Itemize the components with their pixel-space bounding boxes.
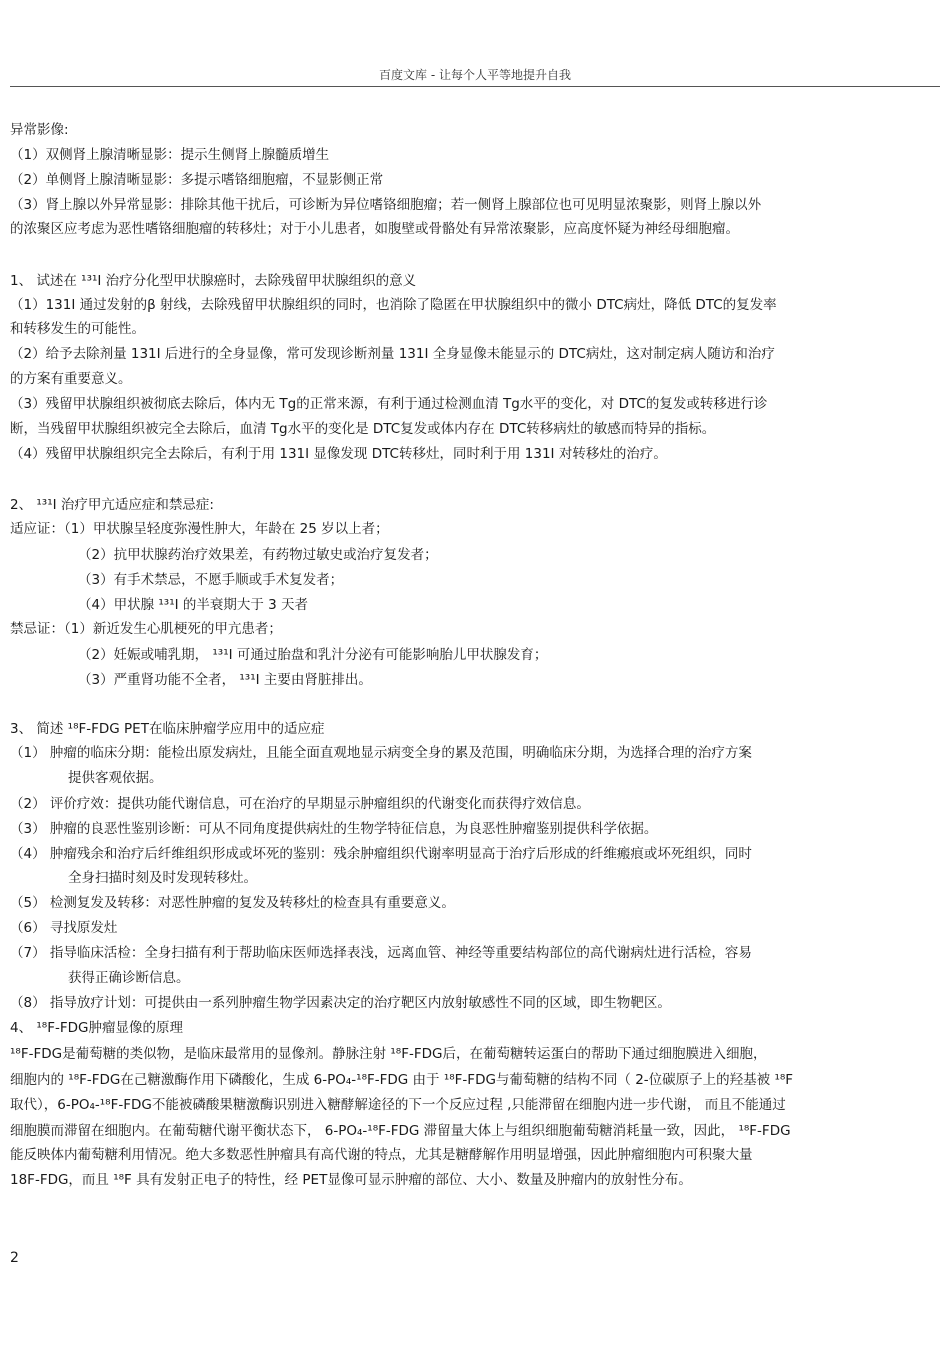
header-divider xyxy=(10,86,940,87)
text-line: （4） 肿瘤残余和治疗后纤维组织形成或坏死的鉴别：残余肿瘤组织代谢率明显高于治疗后形成的纤维瘢痕或坏死组织，同时 xyxy=(10,846,752,862)
text-line: 的方案有重要意义。 xyxy=(10,371,132,387)
text-line: （4）残留甲状腺组织完全去除后，有利于用 131I 显像发现 DTC转移灶，同时利于用 131I 对转移灶的治疗。 xyxy=(10,446,667,462)
text-line: 获得正确诊断信息。 xyxy=(68,970,190,986)
text-line: （7） 指导临床活检：全身扫描有利于帮助临床医师选择表浅，远离血管、神经等重要结构部位的高代谢病灶进行活检，容易 xyxy=(10,945,752,961)
text-line: （3）有手术禁忌，不愿手顺或手术复发者； xyxy=(78,572,344,588)
text-line: 适应证：（1）甲状腺呈轻度弥漫性肿大，年龄在 25 岁以上者； xyxy=(10,521,389,537)
text-line: （3）肾上腺以外异常显影：排除其他干扰后，可诊断为异位嗜铬细胞瘤；若一侧肾上腺部位也可见明显浓聚影，则肾上腺以外 xyxy=(10,197,762,213)
text-line: （3）残留甲状腺组织被彻底去除后，体内无 Tg的正常来源，有利于通过检测血清 Tg水平的变化，对 DTC的复发或转移进行诊 xyxy=(10,396,768,412)
text-line: 1、 试述在 ¹³¹I 治疗分化型甲状腺癌时，去除残留甲状腺组织的意义 xyxy=(10,273,417,289)
text-line: （6） 寻找原发灶 xyxy=(10,920,118,936)
text-line: 全身扫描时刻及时发现转移灶。 xyxy=(68,870,257,886)
text-line: （3） 肿瘤的良恶性鉴别诊断：可从不同角度提供病灶的生物学特征信息，为良恶性肿瘤鉴别提供科学依据。 xyxy=(10,821,658,837)
text-line: （1）131I 通过发射的β 射线，去除残留甲状腺组织的同时，也消除了隐匿在甲状腺组织中的微小 DTC病灶，降低 DTC的复发率 xyxy=(10,297,777,313)
text-line: 能反映体内葡萄糖利用情况。绝大多数恶性肿瘤具有高代谢的特点，尤其是糖酵解作用明显增强，因此肿瘤细胞内可积聚大量 xyxy=(10,1147,753,1163)
text-line: （2）单侧肾上腺清晰显影：多提示嗜铬细胞瘤，不显影侧正常 xyxy=(10,172,384,188)
text-line: 取代），6-PO₄-¹⁸F-FDG不能被磷酸果糖激酶识别进入糖酵解途径的下一个反应过程 ,只能滞留在细胞内进一步代谢， 而且不能通过 xyxy=(10,1097,786,1113)
text-line: （8） 指导放疗计划：可提供由一系列肿瘤生物学因素决定的治疗靶区内放射敏感性不同的区域，即生物靶区。 xyxy=(10,995,671,1011)
text-line: 2、 ¹³¹I 治疗甲亢适应症和禁忌症: xyxy=(10,497,214,513)
text-line: 18F-FDG，而且 ¹⁸F 具有发射正电子的特性，经 PET显像可显示肿瘤的部位、大小、数量及肿瘤内的放射性分布。 xyxy=(10,1172,692,1188)
text-line: （3）严重肾功能不全者， ¹³¹I 主要由肾脏排出。 xyxy=(78,672,372,688)
page-header: 百度文库 - 让每个人平等地提升自我 xyxy=(379,68,571,82)
text-line: （1） 肿瘤的临床分期：能检出原发病灶，且能全面直观地显示病变全身的累及范围，明确临床分期，为选择合理的治疗方案 xyxy=(10,745,752,761)
text-line: （2）给予去除剂量 131I 后进行的全身显像，常可发现诊断剂量 131I 全身显像未能显示的 DTC病灶，这对制定病人随访和治疗 xyxy=(10,346,775,362)
page-number: 2 xyxy=(10,1250,19,1266)
text-line: 异常影像: xyxy=(10,122,69,138)
text-line: （5） 检测复发及转移：对恶性肿瘤的复发及转移灶的检查具有重要意义。 xyxy=(10,895,455,911)
text-line: 和转移发生的可能性。 xyxy=(10,321,145,337)
text-line: 3、 简述 ¹⁸F-FDG PET在临床肿瘤学应用中的适应症 xyxy=(10,721,325,737)
text-line: 细胞内的 ¹⁸F-FDG在己糖激酶作用下磷酸化，生成 6-PO₄-¹⁸F-FDG 由于 ¹⁸F-FDG与葡萄糖的结构不同（ 2-位碳原子上的羟基被 ¹⁸F xyxy=(10,1072,794,1088)
text-line: 的浓聚区应考虑为恶性嗜铬细胞瘤的转移灶；对于小儿患者，如腹壁或骨骼处有异常浓聚影，应高度怀疑为神经母细胞瘤。 xyxy=(10,221,739,237)
text-line: 细胞膜而滞留在细胞内。在葡萄糖代谢平衡状态下， 6-PO₄-¹⁸F-FDG 滞留量大体上与组织细胞葡萄糖消耗量一致，因此， ¹⁸F-FDG xyxy=(10,1123,791,1139)
text-line: 断，当残留甲状腺组织被完全去除后，血清 Tg水平的变化是 DTC复发或体内存在 DTC转移病灶的敏感而特异的指标。 xyxy=(10,421,716,437)
text-line: （2） 评价疗效：提供功能代谢信息，可在治疗的早期显示肿瘤组织的代谢变化而获得疗效信息。 xyxy=(10,796,590,812)
text-line: （4）甲状腺 ¹³¹I 的半衰期大于 3 天者 xyxy=(78,597,309,613)
text-line: 禁忌证：（1）新近发生心肌梗死的甲亢患者； xyxy=(10,621,282,637)
text-line: 提供客观依据。 xyxy=(68,770,163,786)
text-line: ¹⁸F-FDG是葡萄糖的类似物，是临床最常用的显像剂。静脉注射 ¹⁸F-FDG后，在葡萄糖转运蛋白的帮助下通过细胞膜进入细胞， xyxy=(10,1046,767,1062)
text-line: （2）抗甲状腺药治疗效果差，有药物过敏史或治疗复发者； xyxy=(78,547,438,563)
text-line: （1）双侧肾上腺清晰显影：提示生侧肾上腺髓质增生 xyxy=(10,147,330,163)
text-line: （2）妊娠或哺乳期， ¹³¹I 可通过胎盘和乳汁分泌有可能影响胎儿甲状腺发育； xyxy=(78,647,548,663)
text-line: 4、 ¹⁸F-FDG肿瘤显像的原理 xyxy=(10,1020,183,1036)
